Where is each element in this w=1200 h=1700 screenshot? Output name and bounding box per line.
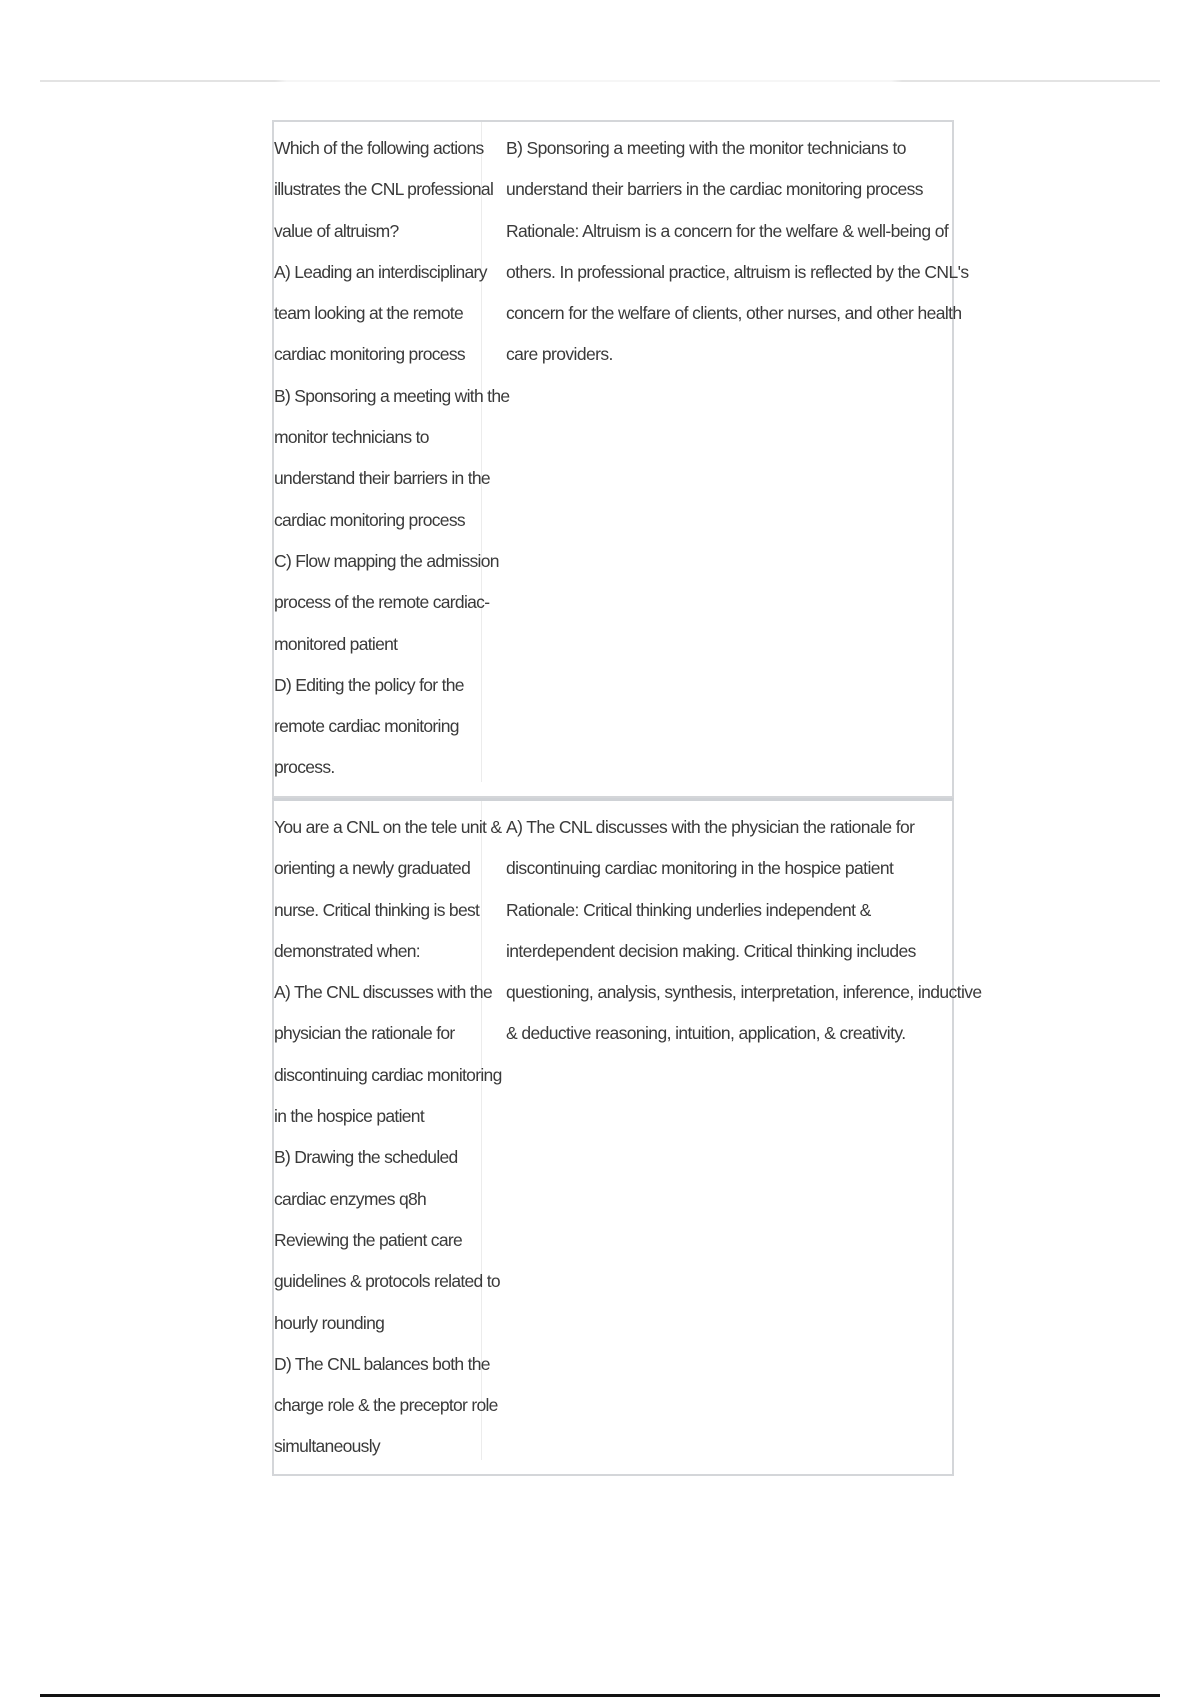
term-line: charge role & the preceptor role xyxy=(274,1395,498,1416)
term-line: cardiac monitoring process xyxy=(274,509,465,530)
term-line: guidelines & protocols related to xyxy=(274,1271,500,1292)
term-line: B) Sponsoring a meeting with the xyxy=(274,385,510,406)
definition-line: Rationale: Critical thinking underlies independent & xyxy=(506,899,871,920)
term-line: simultaneously xyxy=(274,1436,380,1457)
term-line: value of altruism? xyxy=(274,220,399,241)
definition-line: understand their barriers in the cardiac monitoring process xyxy=(506,179,923,200)
bottom-divider xyxy=(40,1694,1160,1697)
term-line: orienting a newly graduated xyxy=(274,858,471,879)
definition-line: A) The CNL discusses with the physician the rationale for xyxy=(506,817,915,837)
term-line: illustrates the CNL professional xyxy=(274,179,494,200)
definition-line: concern for the welfare of clients, other nurses, and other health xyxy=(506,303,962,324)
term-line: in the hospice patient xyxy=(274,1106,424,1127)
term-line: C) Flow mapping the admission xyxy=(274,550,499,571)
term-line: monitored patient xyxy=(274,633,398,654)
term-line: B) Drawing the scheduled xyxy=(274,1147,458,1168)
term-line: monitor technicians to xyxy=(274,427,429,448)
definition-line: Rationale: Altruism is a concern for the welfare & well-being of xyxy=(506,220,949,241)
term-line: discontinuing cardiac monitoring xyxy=(274,1064,502,1085)
term-line: process. xyxy=(274,757,335,778)
term-line: You are a CNL on the tele unit & xyxy=(274,817,502,837)
term-line: physician the rationale for xyxy=(274,1023,455,1044)
term-line: nurse. Critical thinking is best xyxy=(274,899,480,920)
term-line: cardiac enzymes q8h xyxy=(274,1188,427,1209)
definition-line: questioning, analysis, synthesis, interpretation, inference, inductive xyxy=(506,982,982,1003)
term-line: D) Editing the policy for the xyxy=(274,674,464,695)
term-line: process of the remote cardiac- xyxy=(274,592,490,613)
term-line: hourly rounding xyxy=(274,1312,385,1333)
flashcard xyxy=(272,798,982,1476)
definition-line: care providers. xyxy=(506,344,613,365)
flashcard-term xyxy=(274,122,510,782)
flashcard-term xyxy=(274,801,502,1460)
term-line: A) The CNL discusses with the xyxy=(274,982,492,1003)
term-line: A) Leading an interdisciplinary xyxy=(274,261,487,282)
definition-line: B) Sponsoring a meeting with the monitor technicians to xyxy=(506,138,906,158)
definition-line: others. In professional practice, altruism is reflected by the CNL's xyxy=(506,261,969,282)
term-line: cardiac monitoring process xyxy=(274,344,465,365)
term-line: remote cardiac monitoring xyxy=(274,716,459,737)
term-line: team looking at the remote xyxy=(274,303,463,324)
term-line: Which of the following actions xyxy=(274,138,484,158)
flashcard-definition xyxy=(482,122,984,796)
term-line: Reviewing the patient care xyxy=(274,1229,463,1250)
flashcard-list xyxy=(272,120,982,1476)
top-divider xyxy=(40,80,1160,82)
flashcard-definition xyxy=(482,801,998,1474)
flashcard xyxy=(272,120,969,798)
term-line: understand their barriers in the xyxy=(274,468,490,489)
term-line: demonstrated when: xyxy=(274,940,420,961)
definition-line: & deductive reasoning, intuition, application, & creativity. xyxy=(506,1023,906,1044)
term-line: D) The CNL balances both the xyxy=(274,1353,490,1374)
definition-line: discontinuing cardiac monitoring in the hospice patient xyxy=(506,858,894,879)
definition-line: interdependent decision making. Critical thinking includes xyxy=(506,940,916,961)
